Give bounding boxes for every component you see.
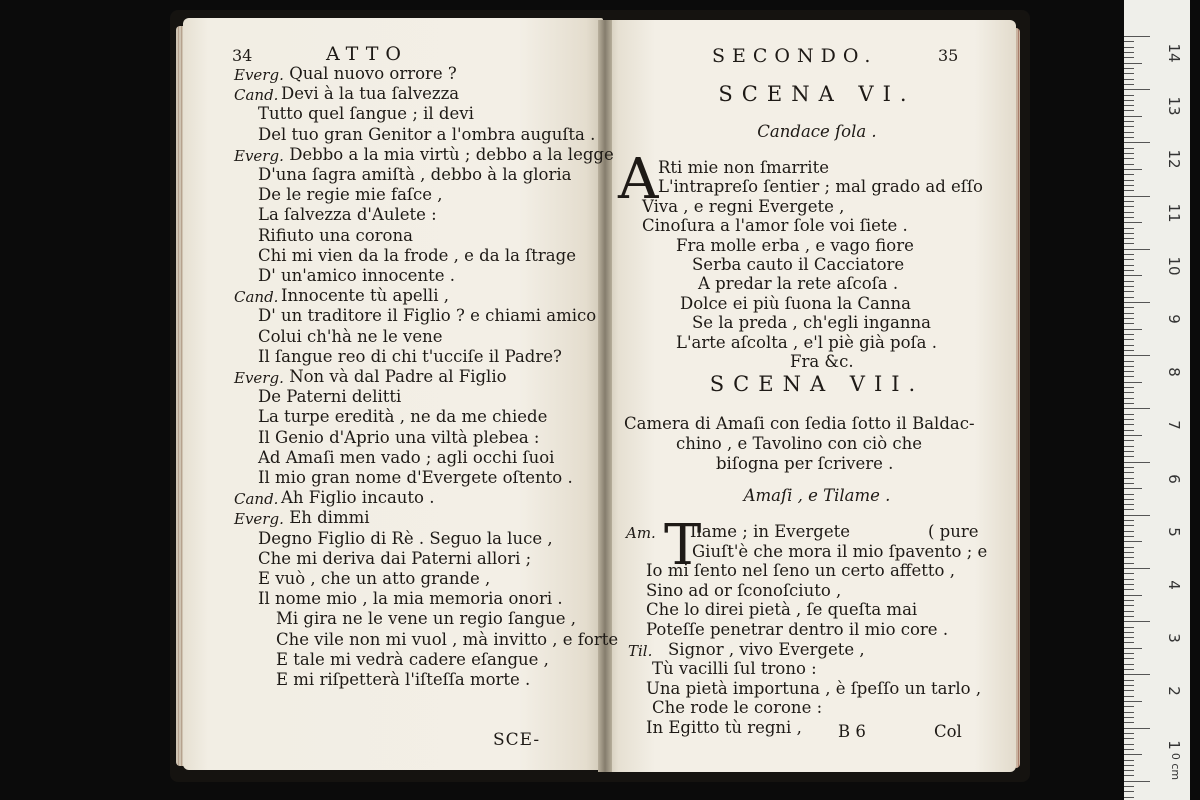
aria-line: Viva , e regni Evergete , xyxy=(642,196,845,216)
ruler-tick xyxy=(1124,63,1142,64)
right-page-number: 35 xyxy=(938,46,959,65)
ruler-tick xyxy=(1124,696,1134,697)
ruler-tick xyxy=(1124,531,1134,532)
ruler-tick xyxy=(1124,323,1134,324)
ruler-tick xyxy=(1124,105,1134,106)
ruler-number: 4 xyxy=(1165,580,1183,590)
verse-line: Il nome mio , la mia memoria onori . xyxy=(258,589,563,609)
verse-line: Debbo a la mia virtù ; debbo a la legge xyxy=(289,144,614,164)
ruler-tick xyxy=(1124,36,1150,37)
drop-cap-t: T xyxy=(664,513,702,578)
right-catchword: Col xyxy=(934,722,962,741)
verse-line: Qual nuovo orrore ? xyxy=(289,64,457,83)
ruler-tick xyxy=(1124,73,1134,74)
stage-direction-line: chino , e Tavolino con ciò che xyxy=(676,434,923,453)
ruler-number: 14 xyxy=(1165,43,1183,63)
ruler-tick xyxy=(1124,573,1134,574)
ruler-tick xyxy=(1124,238,1134,239)
ruler-tick xyxy=(1124,765,1134,766)
aria-line: Cinoſura a l'amor ſole voi ſiete . xyxy=(642,216,908,236)
ruler-tick xyxy=(1124,520,1134,521)
ruler-tick xyxy=(1124,281,1134,282)
ruler-tick xyxy=(1124,754,1142,755)
ruler-tick xyxy=(1124,174,1134,175)
dialogue-line: Che lo direi pietà , ſe queſta mai xyxy=(646,600,918,620)
ruler-tick xyxy=(1124,642,1134,643)
ruler-tick xyxy=(1124,744,1134,745)
ruler-tick xyxy=(1124,387,1134,388)
stage-direction-line: Camera di Amaſi con ſedia ſotto il Baldac- xyxy=(624,414,975,433)
ruler-tick xyxy=(1124,196,1150,197)
ruler-number: 10 xyxy=(1165,256,1183,276)
verse-line: E vuò , che un atto grande , xyxy=(258,569,491,588)
ruler-tick xyxy=(1124,302,1150,303)
verse-line: Degno Figlio di Rè . Seguo la luce , xyxy=(258,528,553,548)
ruler-tick xyxy=(1124,169,1142,170)
ruler-tick xyxy=(1124,121,1134,122)
drop-cap-a: A xyxy=(618,147,659,212)
ruler-tick xyxy=(1124,212,1134,213)
ruler-tick xyxy=(1124,206,1134,207)
ruler-number: 5 xyxy=(1165,527,1183,537)
ruler-tick xyxy=(1124,84,1134,85)
ruler-tick xyxy=(1124,382,1142,383)
ruler-tick xyxy=(1124,621,1150,622)
ruler-tick xyxy=(1124,41,1134,42)
stage-direction-line: biſogna per ſcrivere . xyxy=(716,454,894,473)
ruler-tick xyxy=(1124,584,1134,585)
ruler-tick xyxy=(1124,233,1134,234)
ruler-tick xyxy=(1124,600,1134,601)
ruler-tick xyxy=(1124,616,1134,617)
book-gutter xyxy=(598,20,612,772)
ruler-tick xyxy=(1124,126,1134,127)
ruler-tick xyxy=(1124,552,1134,553)
ruler-tick xyxy=(1124,579,1134,580)
aria-line: Fra &c. xyxy=(790,352,854,371)
dialogue-line: Una pietà importuna , è ſpeſſo un tarlo , xyxy=(646,678,982,698)
ruler-tick xyxy=(1124,685,1134,686)
ruler-tick xyxy=(1124,791,1134,792)
verse-line: Il mio gran nome d'Evergete oſtento . xyxy=(258,468,573,487)
aria-line: L'arte aſcolta , e'l piè già poſa . xyxy=(676,332,937,352)
ruler-tick xyxy=(1124,110,1134,111)
ruler-tick xyxy=(1124,201,1134,202)
ruler-tick xyxy=(1124,611,1134,612)
ruler-number: 13 xyxy=(1165,96,1183,116)
verse-line: Devi à la tua ſalvezza xyxy=(281,84,460,104)
ruler-tick xyxy=(1124,318,1134,319)
ruler-tick xyxy=(1124,371,1134,372)
ruler-tick xyxy=(1124,770,1134,771)
ruler-tick xyxy=(1124,653,1134,654)
verse-line: Tutto quel ſangue ; il devi xyxy=(258,104,474,124)
ruler-tick xyxy=(1124,345,1134,346)
ruler-tick xyxy=(1124,509,1134,510)
verse-line: Che mi deriva dai Paterni allori ; xyxy=(258,548,532,568)
speaker-label: Cand. xyxy=(234,86,279,105)
ruler-tick xyxy=(1124,557,1134,558)
ruler-tick xyxy=(1124,398,1134,399)
ruler-tick xyxy=(1124,142,1150,143)
ruler-tick xyxy=(1124,632,1134,633)
ruler-tick xyxy=(1124,525,1134,526)
ruler-tick xyxy=(1124,297,1134,298)
ruler-number: 11 xyxy=(1165,203,1183,223)
scene-vii-title: SCENA VII. xyxy=(709,372,925,396)
verse-line: Il ſangue reo di chi t'ucciſe il Padre? xyxy=(258,346,562,366)
scene-vi-cast: Candace ſola . xyxy=(757,122,877,141)
ruler-tick xyxy=(1124,499,1134,500)
aria-line: Fra molle erba , e vago fiore xyxy=(676,235,914,255)
ruler-tick xyxy=(1124,52,1134,53)
ruler-tick xyxy=(1124,153,1134,154)
speaker-label: Everg. xyxy=(234,146,284,165)
ruler-number: 3 xyxy=(1165,633,1183,643)
ruler-tick xyxy=(1124,478,1134,479)
ruler-tick xyxy=(1124,228,1134,229)
verse-line: Che vile non mi vuol , mà invitto , e forte xyxy=(276,629,619,649)
ruler-tick xyxy=(1124,222,1142,223)
verse-line: E tale mi vedrà cadere eſangue , xyxy=(276,649,549,669)
verse-line: Del tuo gran Genitor a l'ombra auguſta . xyxy=(258,124,596,144)
ruler-tick xyxy=(1124,89,1150,90)
ruler-tick xyxy=(1124,137,1134,138)
speaker-label: Cand. xyxy=(234,490,279,509)
verse-line: Il Genio d'Aprio una viltà plebea : xyxy=(258,427,540,447)
ruler-tick xyxy=(1124,339,1134,340)
ruler-tick xyxy=(1124,658,1134,659)
ruler-tick xyxy=(1124,435,1142,436)
aria-line: Dolce ei più ſuona la Canna xyxy=(680,293,911,313)
ruler-tick xyxy=(1124,701,1142,702)
ruler-tick xyxy=(1124,760,1134,761)
verse-line: Eh dimmi xyxy=(289,508,370,528)
ruler-tick xyxy=(1124,472,1134,473)
ruler-tick xyxy=(1124,291,1134,292)
ruler-tick xyxy=(1124,749,1134,750)
ruler-tick xyxy=(1124,132,1134,133)
ruler-tick xyxy=(1124,440,1134,441)
ruler-tick xyxy=(1124,674,1150,675)
ruler-tick xyxy=(1124,47,1134,48)
ruler-tick xyxy=(1124,515,1150,516)
ruler-tick xyxy=(1124,164,1134,165)
ruler-tick xyxy=(1124,706,1134,707)
ruler-tick xyxy=(1124,547,1134,548)
ruler-tick xyxy=(1124,403,1134,404)
ruler-tick xyxy=(1124,366,1134,367)
dialogue-line: Io mi ſento nel ſeno un certo affetto , xyxy=(646,561,955,581)
dialogue-line: Ilame ; in Evergete xyxy=(690,522,850,541)
speaker-label: Everg. xyxy=(234,369,284,387)
ruler-tick xyxy=(1124,57,1134,58)
ruler-tick xyxy=(1124,361,1134,362)
ruler-tick xyxy=(1124,738,1134,739)
ruler-number: 1 xyxy=(1165,739,1183,750)
left-page-number: 34 xyxy=(232,46,253,65)
dialogue-line: Poteſſe penetrar dentro il mio core . xyxy=(646,620,949,639)
ruler-tick xyxy=(1124,605,1134,606)
verse-line: D' un'amico innocente . xyxy=(258,266,455,285)
ruler-tick xyxy=(1124,408,1150,409)
ruler-tick xyxy=(1124,259,1134,260)
ruler-tick xyxy=(1124,781,1150,782)
ruler-tick xyxy=(1124,265,1134,266)
ruler-tick xyxy=(1124,95,1134,96)
ruler-tick xyxy=(1124,190,1134,191)
dialogue-line: In Egitto tù regni , xyxy=(646,718,802,737)
ruler-tick xyxy=(1124,217,1134,218)
ruler-tick xyxy=(1124,797,1134,798)
ruler-tick xyxy=(1124,158,1134,159)
measurement-ruler xyxy=(1124,0,1190,800)
ruler-number: 2 xyxy=(1165,686,1183,697)
ruler-tick xyxy=(1124,456,1134,457)
ruler-tick xyxy=(1124,733,1134,734)
verse-line: De le regie mie faſce , xyxy=(258,185,443,205)
verse-line: Non và dal Padre al Figlio xyxy=(289,367,507,386)
ruler-tick xyxy=(1124,376,1134,377)
ruler-tick xyxy=(1124,722,1134,723)
verse-line: Ah Figlio incauto . xyxy=(281,488,435,508)
aria-line: Rti mie non ſmarrite xyxy=(658,158,829,177)
verse-line: E mi riſpetterà l'iſteſſa morte . xyxy=(276,670,531,689)
ruler-tick xyxy=(1124,648,1142,649)
ruler-tick xyxy=(1124,334,1134,335)
speaker-label: Til. xyxy=(628,641,653,660)
ruler-number: 7 xyxy=(1165,420,1183,431)
speaker-label: Everg. xyxy=(234,66,284,84)
speaker-label: Cand. xyxy=(234,288,279,307)
ruler-tick xyxy=(1124,541,1142,542)
verse-line: De Paterni delitti xyxy=(258,387,402,407)
ruler-tick xyxy=(1124,392,1134,393)
ruler-tick xyxy=(1124,275,1142,276)
ruler-unit-label: 0 cm xyxy=(1169,752,1183,781)
verse-line: Innocente tù apelli , xyxy=(281,286,449,306)
dialogue-line: Sino ad or ſconoſciuto , xyxy=(646,580,842,600)
ruler-tick xyxy=(1124,494,1134,495)
ruler-tick xyxy=(1124,350,1134,351)
ruler-tick xyxy=(1124,462,1150,463)
aria-line: Serba cauto il Cacciatore xyxy=(692,255,905,274)
ruler-number: 6 xyxy=(1165,473,1183,484)
ruler-tick xyxy=(1124,483,1134,484)
aria-line: Se la preda , ch'egli inganna xyxy=(692,313,931,333)
verse-line: Rifiuto una corona xyxy=(258,225,413,245)
ruler-tick xyxy=(1124,313,1134,314)
verse-line: D'una ſagra amiſtà , debbo à la gloria xyxy=(258,165,572,184)
ruler-tick xyxy=(1124,728,1150,729)
speaker-label: Everg. xyxy=(234,510,284,529)
dialogue-line: Signor , vivo Evergete , xyxy=(668,639,865,659)
ruler-number: 9 xyxy=(1165,314,1183,324)
pure-runover: ( pure xyxy=(928,522,979,541)
ruler-tick xyxy=(1124,467,1134,468)
ruler-tick xyxy=(1124,100,1134,101)
ruler-tick xyxy=(1124,563,1134,564)
left-running-head: ATTO xyxy=(326,43,408,65)
ruler-tick xyxy=(1124,488,1142,489)
dialogue-line: Tù vacilli ſul trono : xyxy=(652,659,817,679)
ruler-tick xyxy=(1124,286,1134,287)
dialogue-line: Che rode le corone : xyxy=(652,698,823,718)
aria-line: A predar la rete aſcoſa . xyxy=(698,274,899,294)
ruler-tick xyxy=(1124,775,1134,776)
ruler-tick xyxy=(1124,451,1134,452)
verse-line: La ſalvezza d'Aulete : xyxy=(258,205,437,225)
ruler-tick xyxy=(1124,355,1150,356)
ruler-tick xyxy=(1124,185,1134,186)
ruler-tick xyxy=(1124,307,1134,308)
ruler-tick xyxy=(1124,627,1134,628)
dialogue-line: Giuſt'è che mora il mio ſpavento ; e xyxy=(692,541,988,561)
ruler-tick xyxy=(1124,680,1134,681)
ruler-tick xyxy=(1124,690,1134,691)
ruler-tick xyxy=(1124,424,1134,425)
ruler-tick xyxy=(1124,712,1134,713)
ruler-tick xyxy=(1124,786,1134,787)
verse-line: Ad Amaſi men vado ; agli occhi ſuoi xyxy=(258,447,555,467)
ruler-tick xyxy=(1124,249,1150,250)
speaker-label: Am. xyxy=(626,524,656,542)
ruler-tick xyxy=(1124,419,1134,420)
ruler-tick xyxy=(1124,243,1134,244)
ruler-tick xyxy=(1124,446,1134,447)
aria-line: L'intrapreſo ſentier ; mal grado ad eſſo xyxy=(658,177,983,197)
ruler-tick xyxy=(1124,664,1134,665)
ruler-tick xyxy=(1124,254,1134,255)
verse-line: Colui ch'hà ne le vene xyxy=(258,326,443,346)
ruler-tick xyxy=(1124,329,1142,330)
verse-line: D' un traditore il Figlio ? e chiami amico xyxy=(258,306,597,326)
left-catchword: SCE- xyxy=(493,730,541,750)
ruler-tick xyxy=(1124,589,1134,590)
verse-line: Chi mi vien da la frode , e da la ſtrage xyxy=(258,245,576,265)
right-running-head: SECONDO. xyxy=(712,45,878,67)
ruler-tick xyxy=(1124,68,1134,69)
ruler-tick xyxy=(1124,148,1134,149)
ruler-tick xyxy=(1124,669,1134,670)
ruler-tick xyxy=(1124,595,1142,596)
ruler-tick xyxy=(1124,414,1134,415)
ruler-tick xyxy=(1124,430,1134,431)
ruler-tick xyxy=(1124,717,1134,718)
ruler-tick xyxy=(1124,504,1134,505)
scene-vi-title: SCENA VI. xyxy=(718,82,916,106)
ruler-number: 12 xyxy=(1165,149,1183,169)
ruler-tick xyxy=(1124,116,1142,117)
ruler-tick xyxy=(1124,270,1134,271)
ruler-tick xyxy=(1124,568,1150,569)
ruler-tick xyxy=(1124,536,1134,537)
scene-vii-cast: Amaſi , e Tilame . xyxy=(743,486,891,505)
signature-mark: B 6 xyxy=(838,722,866,741)
ruler-tick xyxy=(1124,180,1134,181)
ruler-number: 8 xyxy=(1165,367,1183,377)
verse-line: Mi gira ne le vene un regio ſangue , xyxy=(276,609,577,629)
ruler-tick xyxy=(1124,637,1134,638)
verse-line: La turpe eredità , ne da me chiede xyxy=(258,407,548,427)
ruler-tick xyxy=(1124,79,1134,80)
